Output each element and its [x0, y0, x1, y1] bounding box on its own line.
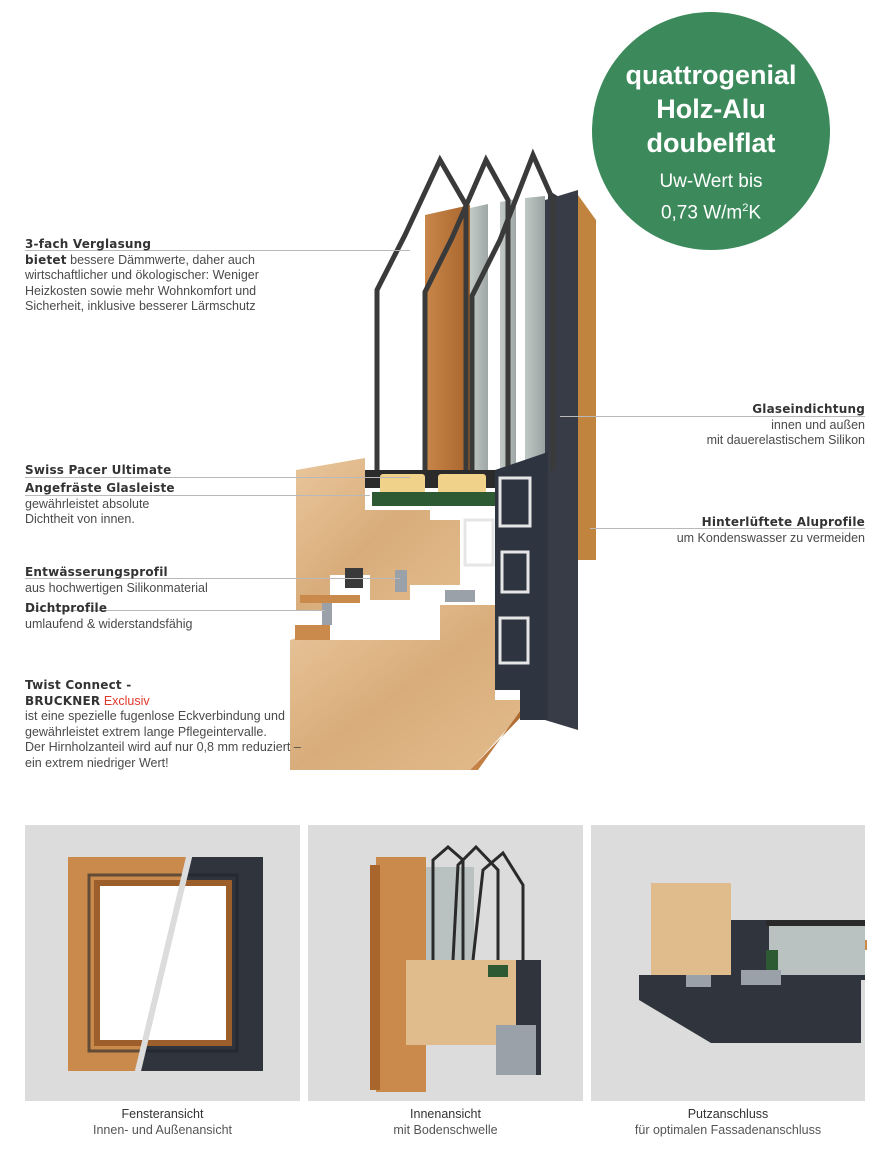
annotation-glazing — [25, 237, 325, 315]
annotation-glazing-bold: bietet — [25, 252, 67, 267]
badge-line-2: Holz-Alu — [656, 94, 766, 124]
tile-plaster-connection — [591, 825, 865, 1101]
annotation-twist-text-2: gewährleistet extrem lange Pflegeintervalle. — [25, 724, 267, 739]
annotation-drainage-text-1: aus hochwertigen Silikonmaterial — [25, 580, 208, 595]
annotation-glass-bead — [25, 481, 275, 528]
annotation-swiss-pacer — [25, 463, 275, 479]
annotation-seals-title: Dichtprofile — [25, 601, 108, 615]
annotation-twist-exclusive: Exclusiv — [103, 693, 150, 708]
caption-window-view-title: Fensteransicht — [121, 1107, 204, 1121]
annotation-glass-bead-text-1: gewährleistet absolute — [25, 496, 150, 511]
caption-interior-view-title: Innenansicht — [410, 1107, 481, 1121]
tile-interior-view — [308, 825, 583, 1101]
wood-back-edge — [578, 195, 596, 560]
badge-value: 0,73 W/m — [660, 202, 743, 224]
annotation-glazing-text-3: Heizkosten sowie mehr Wohnkomfort und — [25, 283, 257, 298]
annotation-glass-seal-text-2: mit dauerelastischem Silikon — [706, 433, 865, 447]
glass-bead-seal — [372, 492, 497, 506]
badge-superscript: 2 — [742, 202, 749, 214]
annotation-glazing-text-4: Sicherheit, inklusive besserer Lärmschutz — [25, 299, 256, 313]
annotation-glazing-title: 3-fach Verglasung — [25, 237, 152, 251]
annotation-glazing-text-2: wirtschaftlicher und ökologischer: Weniger — [25, 268, 259, 282]
annotation-twist-title-2: BRUCKNER — [25, 693, 101, 708]
interior-corner-illustration — [308, 825, 583, 1101]
caption-interior-view-subtitle: mit Bodenschwelle — [393, 1123, 498, 1137]
annotation-glass-seal-text-1: innen und außen — [771, 417, 865, 432]
badge-line-3: doubelflat — [646, 128, 776, 158]
caption-window-view-subtitle: Innen- und Außenansicht — [93, 1123, 232, 1137]
annotation-alu-profile-text-1: um Kondenswasser zu vermeiden — [676, 530, 865, 545]
annotation-twist-text-3: Der Hirnholzanteil wird auf nur 0,8 mm reduziert – — [25, 740, 301, 754]
plaster-connection-illustration — [591, 825, 865, 1101]
annotation-twist-text-4: ein extrem niedriger Wert! — [25, 755, 169, 770]
caption-window-view — [25, 1106, 300, 1138]
badge-line-4: Uw-Wert bis — [659, 171, 763, 192]
caption-plaster-connection-subtitle: für optimalen Fassadenanschluss — [634, 1123, 822, 1137]
annotation-twist-connect — [25, 678, 325, 771]
annotation-glazing-text-1: bessere Dämmwerte, daher auch — [66, 252, 255, 267]
annotation-glass-seal — [615, 402, 865, 449]
caption-plaster-connection-title: Putzanschluss — [687, 1107, 769, 1121]
annotation-glass-seal-title: Glaseindichtung — [752, 402, 865, 416]
annotation-alu-profile-title: Hinterlüftete Aluprofile — [701, 515, 865, 529]
annotation-drainage-title: Entwässerungsprofil — [25, 565, 168, 579]
annotation-twist-text-1: ist eine spezielle fugenlose Eckverbindung und — [25, 709, 285, 723]
annotation-seals — [25, 601, 285, 632]
annotation-glass-bead-text-2: Dichtheit von innen. — [25, 512, 135, 526]
annotation-alu-profile — [615, 515, 865, 546]
glass-pane-3 — [525, 196, 545, 470]
badge-unit: K — [748, 202, 762, 224]
uw-value-badge — [592, 12, 830, 250]
annotation-swiss-pacer-title: Swiss Pacer Ultimate — [25, 463, 172, 477]
annotation-drainage — [25, 565, 285, 596]
caption-interior-view — [308, 1106, 583, 1138]
annotation-glass-bead-title: Angefräste Glasleiste — [25, 481, 175, 495]
annotation-seals-text-1: umlaufend & widerstandsfähig — [25, 616, 193, 631]
badge-line-1: quattrogenial — [625, 60, 797, 90]
tile-window-view — [25, 825, 300, 1101]
caption-plaster-connection — [591, 1106, 865, 1138]
annotation-twist-title-1: Twist Connect - — [25, 678, 132, 692]
badge-uw-value — [592, 196, 830, 225]
spacer-right — [438, 474, 486, 494]
window-front-illustration — [25, 825, 300, 1101]
